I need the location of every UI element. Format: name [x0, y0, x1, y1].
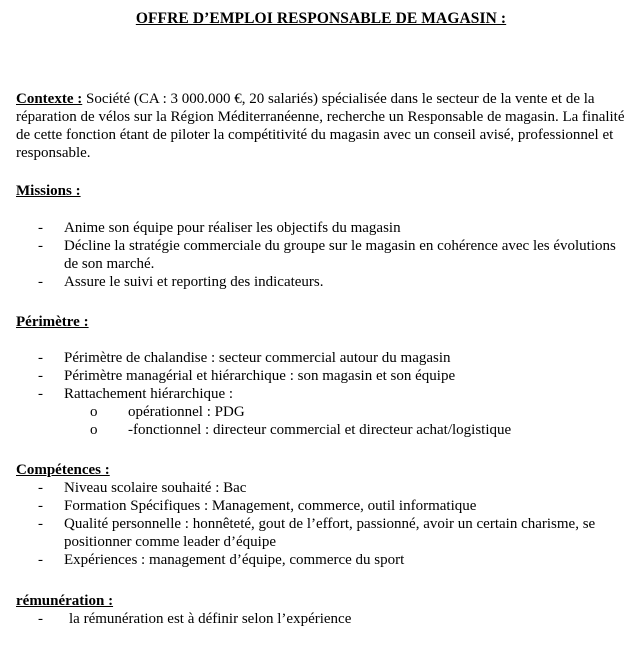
contexte-paragraph [16, 90, 626, 162]
remuneration-list [16, 610, 628, 628]
sub-list-item: o -fonctionnel : directeur commercial et directeur achat/logistique [90, 422, 512, 438]
list-item: - Décline la stratégie commerciale du groupe sur le magasin en cohérence avec les évolutions de son marché. [38, 238, 616, 272]
missions-list [16, 219, 628, 291]
list-item: - Niveau scolaire souhaité : Bac [38, 480, 247, 496]
circle-bullet-icon: o [90, 404, 98, 420]
document-title: OFFRE D’EMPLOI RESPONSABLE DE MAGASIN : [135, 10, 507, 27]
remuneration-heading: rémunération : [16, 593, 114, 609]
contexte-label: Contexte : [16, 91, 83, 107]
competences-heading: Compétences : [16, 462, 110, 478]
missions-heading: Missions : [16, 183, 81, 199]
list-item: - Formation Spécifiques : Management, commerce, outil informatique [38, 498, 477, 514]
list-item: - Rattachement hiérarchique : [38, 386, 234, 402]
perimetre-list [16, 349, 628, 439]
list-item: - Qualité personnelle : honnêteté, gout de l’effort, passionné, avoir un certain charisme, se positionner comme leader d’équipe [38, 516, 596, 550]
list-item: - Expériences : management d’équipe, commerce du sport [38, 552, 405, 568]
contexte-text: Société (CA : 3 000.000 €, 20 salariés) spécialisée dans le secteur de la vente et de la réparation de vélos sur la Région Méditerranéenne, recherche un Responsable de magasin. La finalité de cette fonction étant de piloter la compétitivité du magasin avec un conseil avisé, professionnel et responsable. [16, 91, 625, 161]
competences-list [16, 479, 628, 569]
list-item: - Périmètre managérial et hiérarchique : son magasin et son équipe [38, 368, 456, 384]
list-item: - Anime son équipe pour réaliser les objectifs du magasin [38, 220, 401, 236]
sub-list-item: o opérationnel : PDG [90, 404, 245, 420]
list-item: - Périmètre de chalandise : secteur commercial autour du magasin [38, 350, 451, 366]
list-item: - Assure le suivi et reporting des indicateurs. [38, 274, 324, 290]
circle-bullet-icon: o [90, 422, 98, 438]
perimetre-heading: Périmètre : [16, 314, 89, 330]
list-item: - la rémunération est à définir selon l’expérience [38, 611, 352, 627]
